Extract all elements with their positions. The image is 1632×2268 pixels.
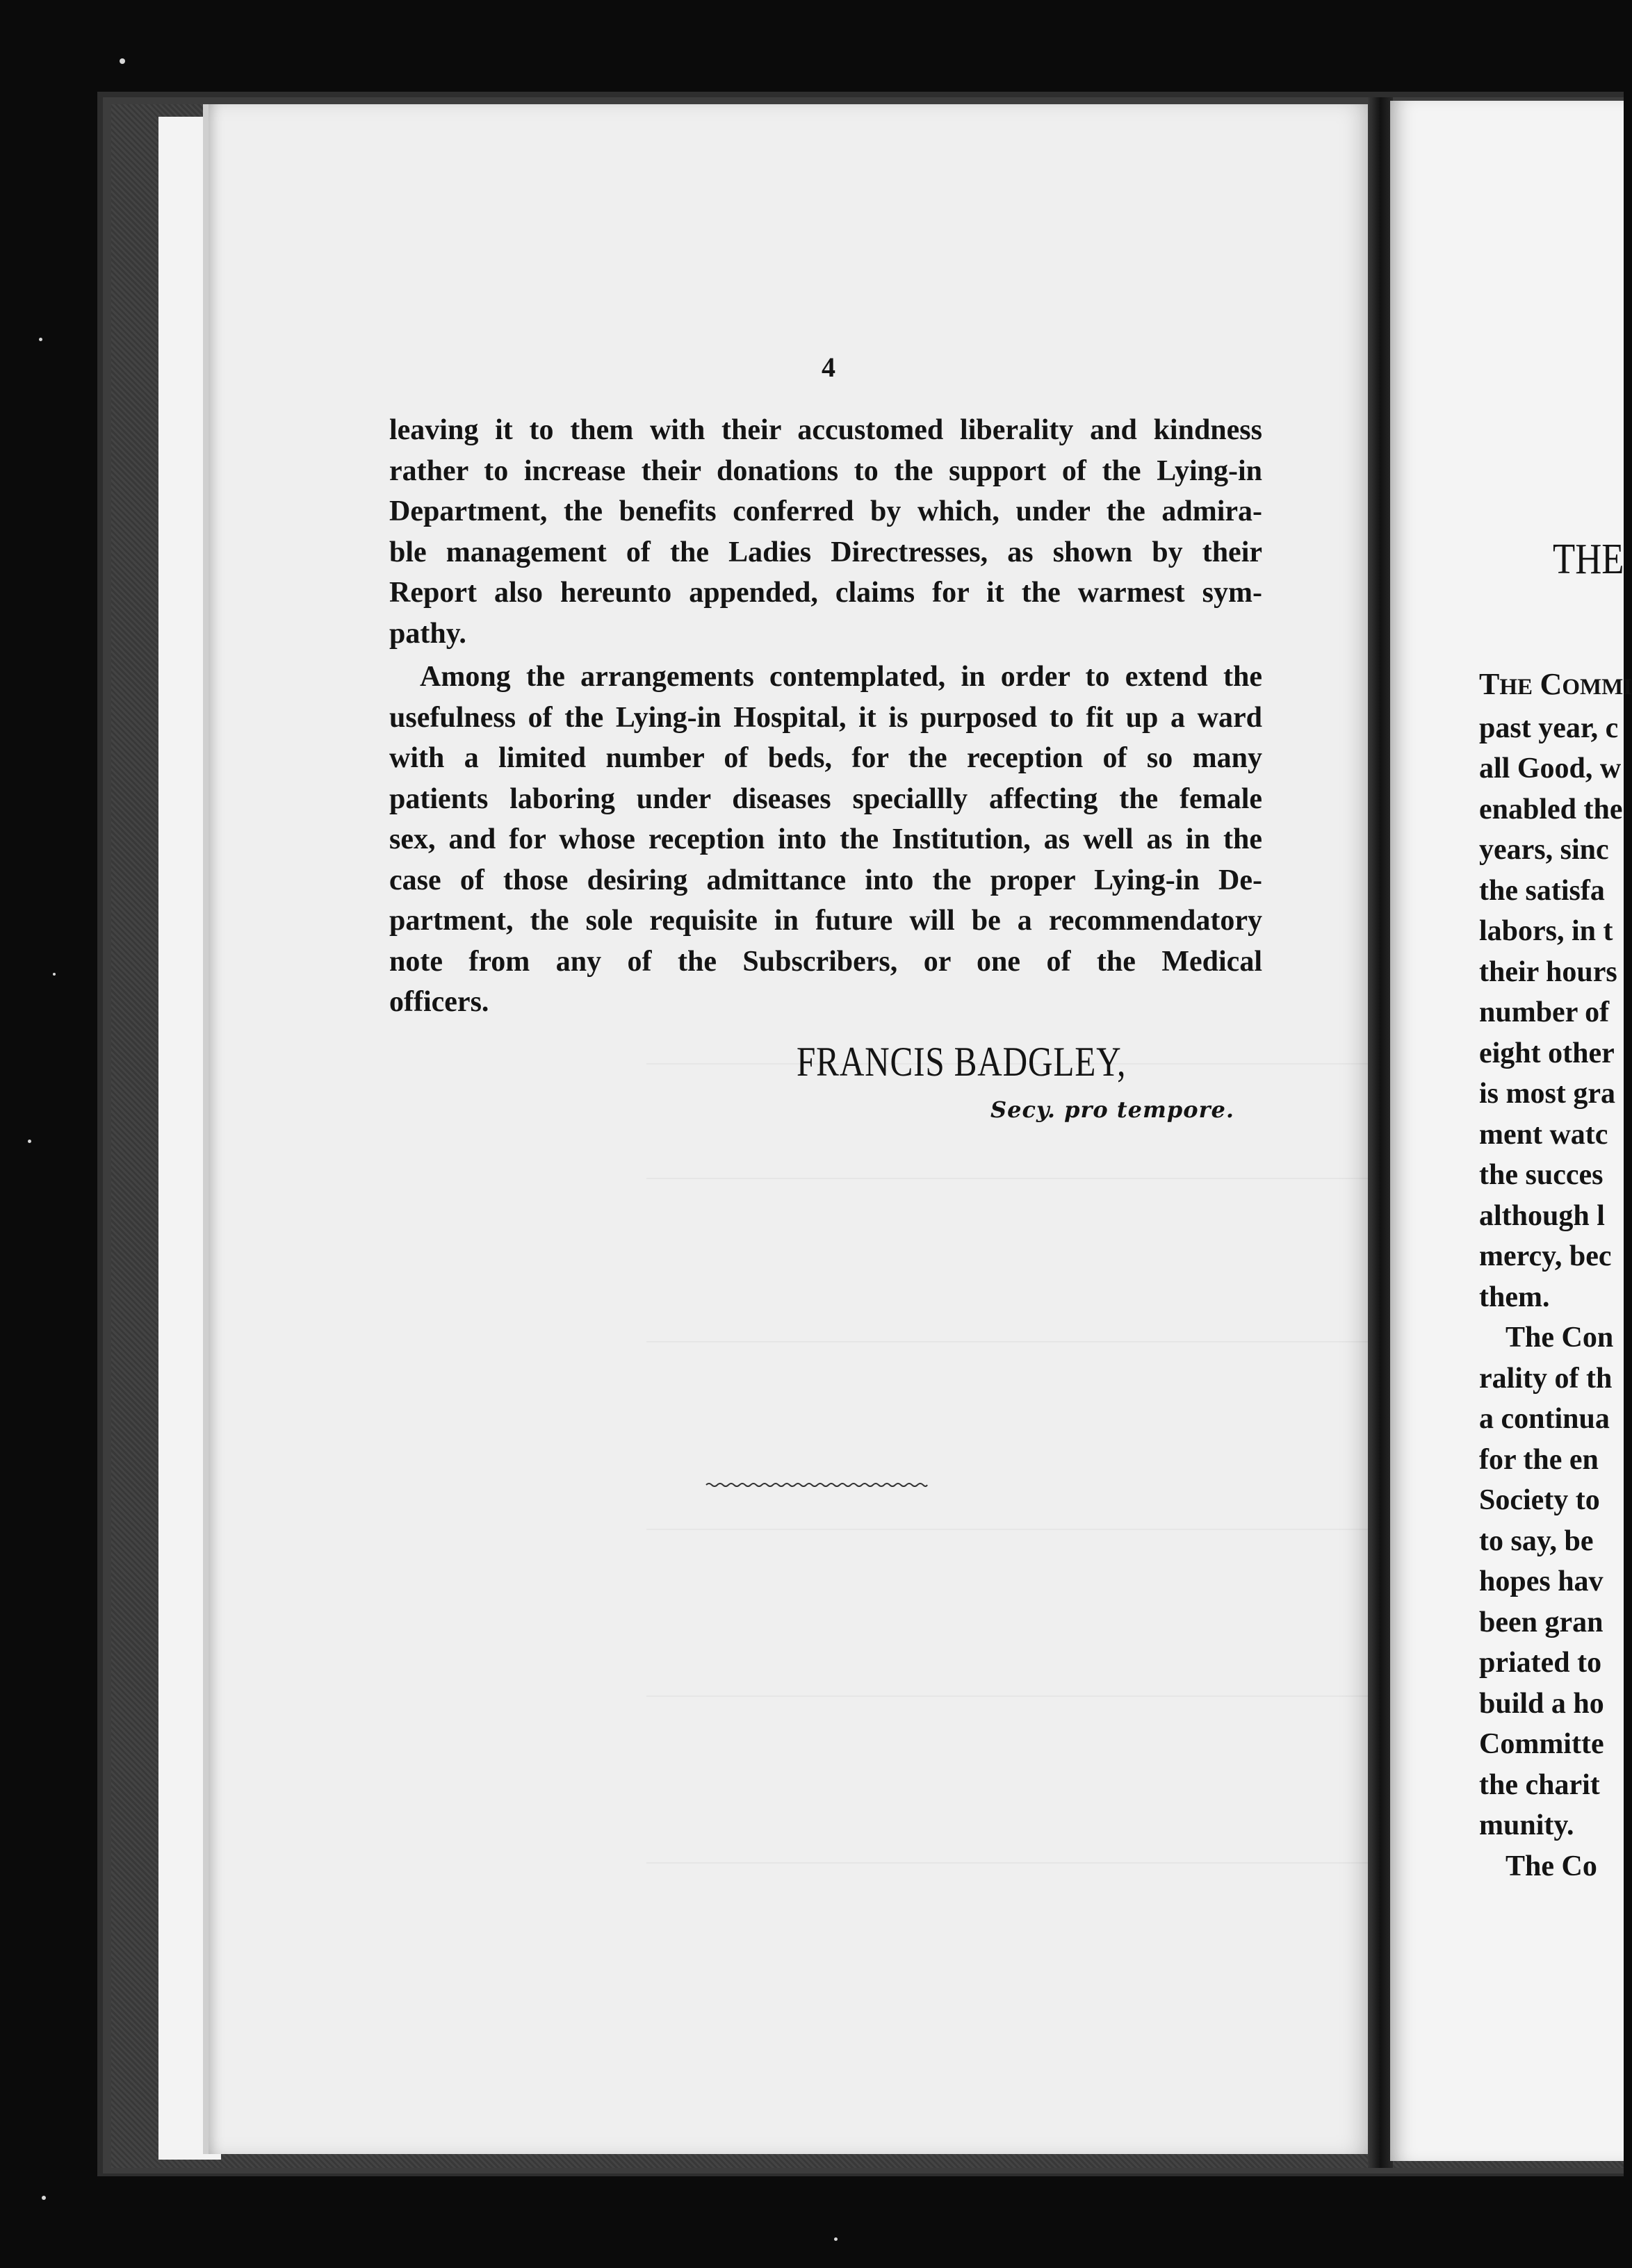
text-line: Committe (1479, 1728, 1604, 1760)
text-line: patients laboring under diseases speciallly affecting the female (389, 782, 1262, 815)
text-line: number of (1479, 996, 1610, 1028)
text-line: case of those desiring admittance into the proper Lying-in De- (389, 864, 1262, 896)
right-page-text-clip (1390, 101, 1632, 2161)
show-through-line (646, 1341, 1487, 1342)
show-through-line (646, 1529, 1487, 1530)
book-gutter (1368, 97, 1393, 2168)
text-line: Department, the benefits conferred by which, under the admira- (389, 495, 1262, 527)
text-line: to say, be (1479, 1525, 1594, 1557)
text-line: the satisfa (1479, 874, 1605, 907)
text-line: their hours (1479, 955, 1617, 988)
text-line: munity. (1479, 1809, 1574, 1841)
text-line: been gran (1479, 1606, 1604, 1638)
text-line: all Good, w (1479, 753, 1622, 784)
text-line: priated to (1479, 1647, 1602, 1679)
text-line: rather to increase their donations to the support of the Lying-in (389, 454, 1262, 487)
text-line: rality of th (1479, 1362, 1613, 1395)
text-line: The Con (1505, 1322, 1614, 1354)
text-line: is most gra (1479, 1078, 1615, 1110)
text-line: ment watc (1479, 1118, 1608, 1151)
text-line: usefulness of the Lying-in Hospital, it is purposed to fit up a ward (389, 701, 1262, 734)
text-line: with a limited number of beds, for the reception of so many (389, 742, 1262, 774)
text-line: THE COMMI (1479, 667, 1632, 701)
text-line: leaving it to them with their accustomed liberality and kindness (389, 414, 1262, 446)
text-line: labors, in t (1479, 915, 1613, 947)
text-line: build a ho (1479, 1687, 1604, 1720)
text-line: officers. (389, 986, 489, 1018)
text-line: them. (1479, 1281, 1550, 1313)
page-number: 4 (822, 352, 835, 383)
signature-name: FRANCIS BADGLEY, (797, 1039, 1127, 1085)
text-line: a continua (1479, 1403, 1610, 1435)
text-line: Report also hereunto appended, claims for it the warmest sym- (389, 577, 1262, 609)
text-line: mercy, bec (1479, 1240, 1612, 1272)
text-line: for the en (1479, 1443, 1599, 1476)
text-line: eight other (1479, 1037, 1615, 1069)
text-line: enabled the (1479, 793, 1623, 825)
text-line: Society to (1479, 1484, 1600, 1516)
text-line: partment, the sole requisite in future will be a recommendatory (389, 905, 1262, 937)
text-line: sex, and for whose reception into the Institution, as well as in the (389, 823, 1262, 855)
paragraph-1 (389, 410, 1262, 654)
wavy-divider-rule (706, 1481, 927, 1488)
text-line: the succes (1479, 1159, 1604, 1191)
text-line: Among the arrangements contemplated, in order to extend the (420, 661, 1262, 693)
show-through-line (646, 1695, 1487, 1697)
text-line: hopes hav (1479, 1566, 1604, 1597)
show-through-line (646, 1862, 1487, 1864)
text-line: The Co (1505, 1850, 1597, 1882)
text-line: ble management of the Ladies Directresses, as shown by their (389, 536, 1262, 568)
text-line: although l (1479, 1199, 1605, 1232)
show-through-line (646, 1178, 1487, 1179)
text-line: the charit (1479, 1768, 1600, 1801)
signature-title: Secy. pro tempore. (990, 1096, 1234, 1123)
text-line: past year, c (1479, 712, 1619, 744)
right-page-heading: THE (1553, 536, 1624, 583)
text-line: note from any of the Subscribers, or one of the Medical (389, 945, 1262, 978)
text-line: pathy. (389, 617, 466, 650)
paragraph-2 (389, 657, 1262, 1023)
text-line: years, sinc (1479, 834, 1609, 866)
right-page-text (1479, 664, 1632, 1887)
